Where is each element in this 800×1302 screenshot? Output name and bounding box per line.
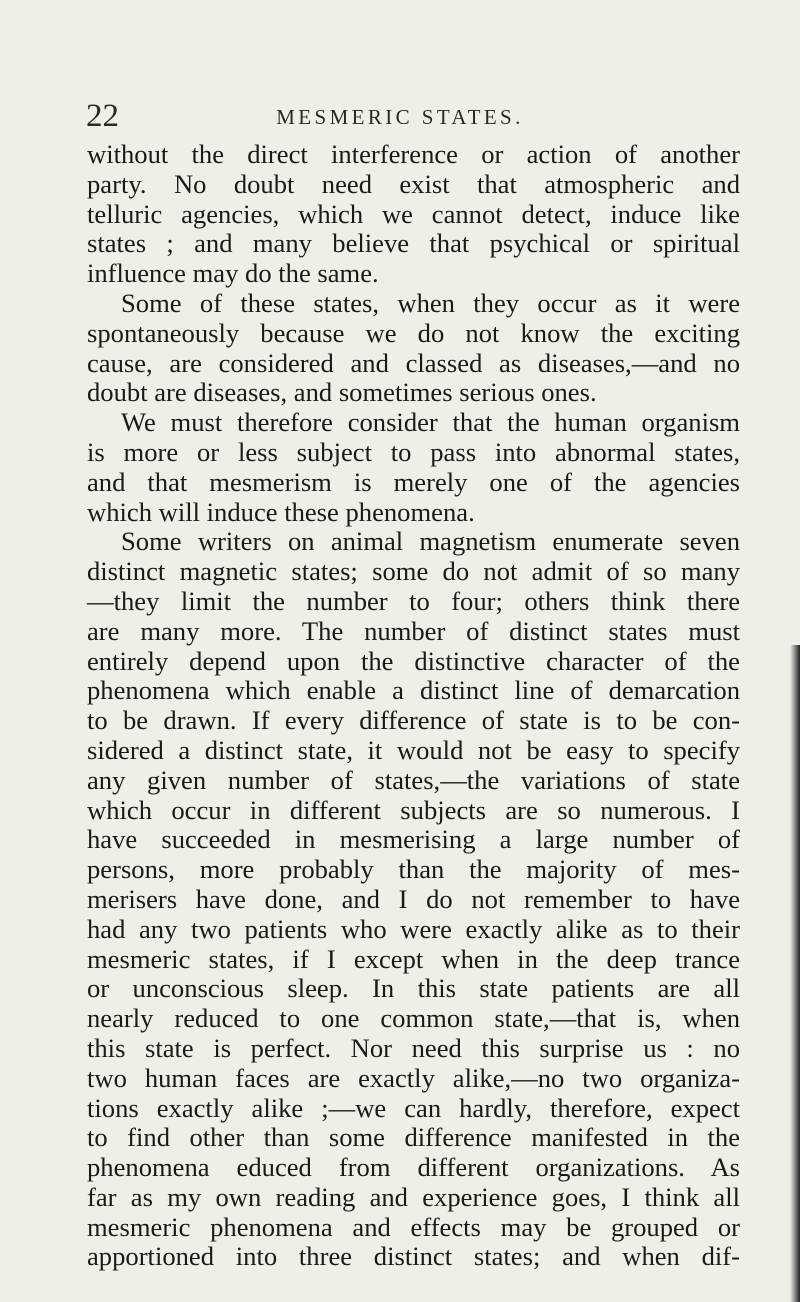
text-line: distinct magnetic states; some do not admit of so many	[87, 556, 740, 587]
text-line: are many more. The number of distinct states must	[87, 615, 740, 646]
text-line: apportioned into three distinct states; and when dif-	[87, 1241, 740, 1272]
page-edge-shadow	[790, 645, 800, 1302]
text-line: mesmeric states, if I except when in the deep trance	[87, 943, 740, 974]
text-line: and that mesmerism is merely one of the agencies	[87, 466, 740, 497]
text-line: to be drawn. If every difference of state is to be con-	[87, 705, 740, 736]
text-line: phenomena which enable a distinct line of demarcation	[87, 675, 740, 706]
text-line: to find other than some difference manifested in the	[87, 1122, 740, 1153]
text-line: influence may do the same.	[87, 258, 379, 289]
text-line: —they limit the number to four; others think there	[87, 585, 740, 616]
text-line: Some of these states, when they occur as it were	[121, 287, 740, 318]
text-line: cause, are considered and classed as diseases,—and no	[87, 347, 740, 378]
text-line: persons, more probably than the majority of mes-	[87, 854, 740, 885]
running-head: MESMERIC STATES.	[276, 105, 524, 129]
text-line: phenomena educed from different organizations. As	[87, 1152, 740, 1183]
text-line: without the direct interference or action of another	[87, 139, 740, 169]
text-line: tions exactly alike ;—we can hardly, therefore, expect	[87, 1092, 740, 1123]
text-line: which occur in different subjects are so numerous. I	[87, 794, 740, 825]
text-line: party. No doubt need exist that atmospheric and	[87, 168, 740, 199]
text-line: sidered a distinct state, it would not be easy to specify	[87, 734, 740, 765]
text-line: entirely depend upon the distinctive character of the	[87, 645, 740, 676]
text-line: Some writers on animal magnetism enumerate seven	[121, 526, 740, 557]
text-line: nearly reduced to one common state,—that is, when	[87, 1003, 740, 1034]
text-line: or unconscious sleep. In this state patients are all	[87, 973, 740, 1004]
text-line: mesmeric phenomena and effects may be grouped or	[87, 1211, 740, 1242]
text-line: telluric agencies, which we cannot detect, induce like	[87, 198, 740, 229]
text-line: any given number of states,—the variations of state	[87, 764, 740, 795]
page-header	[0, 96, 800, 136]
text-line: We must therefore consider that the human organism	[121, 407, 740, 438]
text-line: this state is perfect. Nor need this surprise us : no	[87, 1032, 740, 1063]
body-text	[87, 140, 740, 1272]
text-line: spontaneously because we do not know the exciting	[87, 317, 740, 348]
text-line: have succeeded in mesmerising a large number of	[87, 824, 740, 855]
page-number: 22	[86, 98, 119, 134]
text-line: merisers have done, and I do not remember to have	[87, 883, 740, 914]
text-line: which will induce these phenomena.	[87, 496, 475, 527]
text-line: had any two patients who were exactly alike as to their	[87, 913, 740, 944]
text-line: doubt are diseases, and sometimes serious ones.	[87, 377, 597, 408]
text-line: far as my own reading and experience goes, I think all	[87, 1181, 740, 1212]
text-line: two human faces are exactly alike,—no two organiza-	[87, 1062, 740, 1093]
text-line: states ; and many believe that psychical or spiritual	[87, 228, 740, 259]
text-line: is more or less subject to pass into abnormal states,	[87, 436, 740, 467]
